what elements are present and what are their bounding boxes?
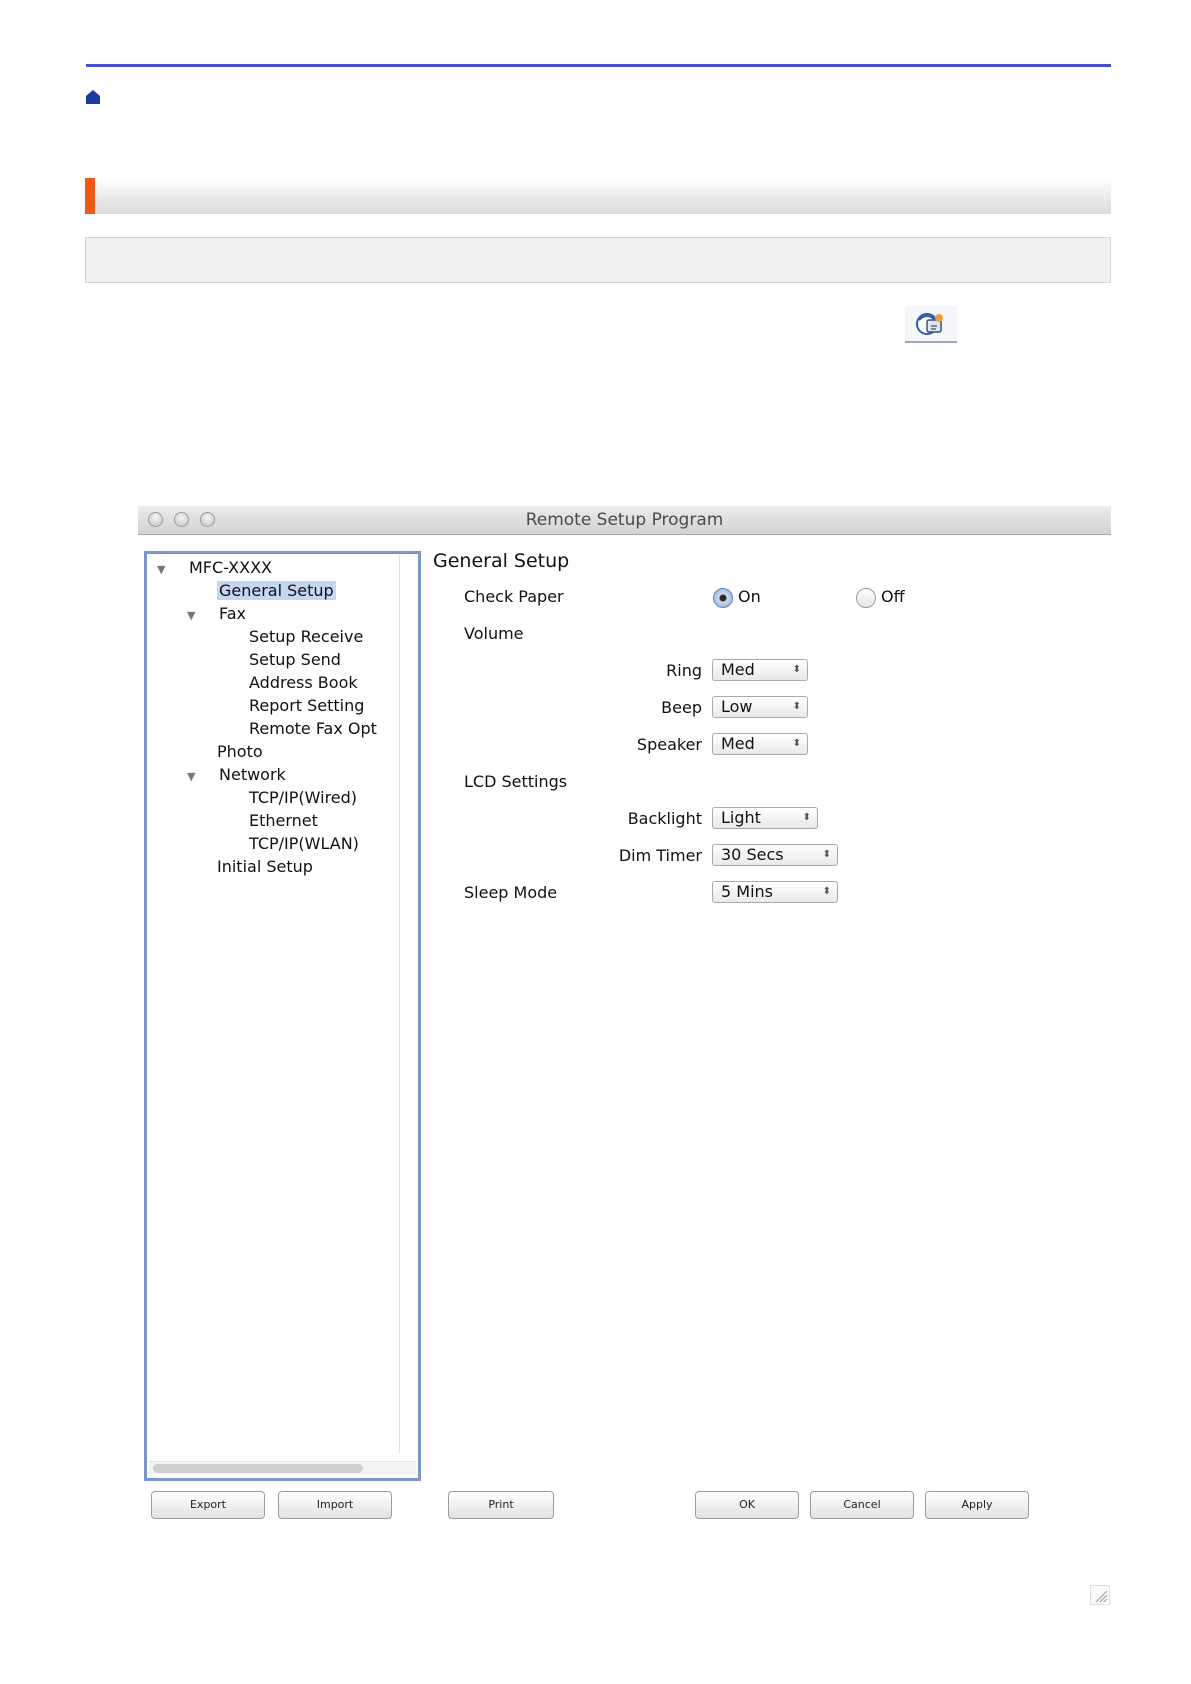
tree-item-fax[interactable]: ▼ Fax [187,603,246,625]
tree-item-tcpip-wlan[interactable]: TCP/IP(WLAN) [249,834,359,853]
stepper-arrows-icon: ⬍ [792,738,801,749]
stepper-arrows-icon: ⬍ [802,812,811,823]
speaker-label: Speaker [636,735,702,754]
volume-label: Volume [464,624,524,643]
lcd-settings-label: LCD Settings [464,772,568,791]
triangle-down-icon[interactable]: ▼ [187,609,196,622]
stepper-arrows-icon: ⬍ [792,664,801,675]
tree-item-report-setting[interactable]: Report Setting [249,696,365,715]
ring-label: Ring [666,661,702,680]
sleep-mode-label: Sleep Mode [464,883,558,902]
tree-item-device[interactable]: ▼ MFC-XXXX [157,557,272,579]
tree-item-tcpip-wired[interactable]: TCP/IP(Wired) [249,788,358,807]
apply-button[interactable]: Apply [925,1491,1029,1519]
stepper-arrows-icon: ⬍ [792,701,801,712]
resize-grip-icon[interactable] [1090,1585,1110,1605]
beep-select[interactable]: Low ⬍ [712,696,808,718]
home-icon[interactable] [85,89,101,105]
note-box [85,237,1111,283]
title-bar [138,506,1111,535]
tree-item-setup-send[interactable]: Setup Send [249,650,341,669]
scrollbar-thumb[interactable] [153,1464,363,1473]
backlight-label: Backlight [627,809,702,828]
tree-horizontal-scrollbar[interactable] [149,1461,416,1474]
check-paper-off-label[interactable]: Off [881,587,905,606]
speaker-select[interactable]: Med ⬍ [712,733,808,755]
tree-item-address-book[interactable]: Address Book [249,673,358,692]
check-paper-label: Check Paper [464,587,564,606]
sleep-mode-select[interactable]: 5 Mins ⬍ [712,881,838,903]
section-header-bar [85,178,1111,214]
tree-item-network[interactable]: ▼ Network [187,764,286,786]
tree-item-setup-receive[interactable]: Setup Receive [249,627,364,646]
top-rule [86,64,1111,67]
triangle-down-icon[interactable]: ▼ [157,563,166,576]
settings-tree[interactable] [144,551,421,1481]
dim-timer-select[interactable]: 30 Secs ⬍ [712,844,838,866]
window-title: Remote Setup Program [525,510,724,530]
tree-vertical-scrollbar[interactable] [399,554,400,1454]
ok-button[interactable]: OK [695,1491,799,1519]
export-button[interactable]: Export [151,1491,265,1519]
dim-timer-label: Dim Timer [618,846,702,865]
print-button[interactable]: Print [448,1491,554,1519]
panel-heading: General Setup [433,550,570,572]
triangle-down-icon[interactable]: ▼ [187,770,196,783]
stepper-arrows-icon: ⬍ [822,886,831,897]
remote-setup-window [138,506,1111,1549]
tree-item-ethernet[interactable]: Ethernet [249,811,318,830]
cancel-button[interactable]: Cancel [810,1491,914,1519]
tree-item-general-setup[interactable]: General Setup [219,581,334,600]
remote-setup-icon [905,306,957,344]
import-button[interactable]: Import [278,1491,392,1519]
backlight-select[interactable]: Light ⬍ [712,807,818,829]
tree-item-photo[interactable]: Photo [217,742,263,761]
section-accent [85,178,95,214]
stepper-arrows-icon: ⬍ [822,849,831,860]
tree-item-initial-setup[interactable]: Initial Setup [217,857,313,876]
ring-select[interactable]: Med ⬍ [712,659,808,681]
check-paper-off-radio[interactable] [856,588,876,608]
beep-label: Beep [661,698,702,717]
check-paper-on-radio[interactable] [713,588,733,608]
check-paper-on-label[interactable]: On [738,587,761,606]
tree-item-remote-fax-opt[interactable]: Remote Fax Opt [249,719,377,738]
